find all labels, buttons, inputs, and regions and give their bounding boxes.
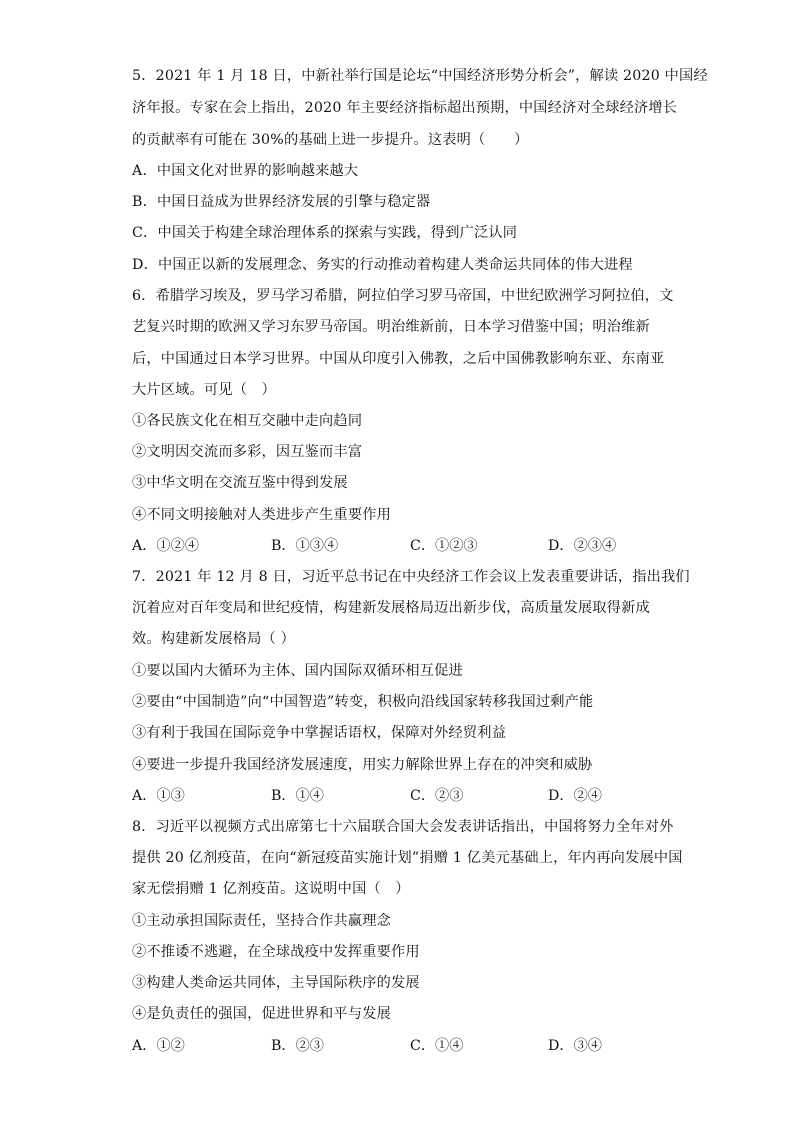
q5-stem-line-1: 5．2021 年 1 月 18 日，中新社举行国是论坛“中国经济形势分析会”，解读 2020 中国经 (132, 68, 708, 84)
q7-stem-line-2: 沉着应对百年变局和世纪疫情，构建新发展格局迈出新步伐，高质量发展取得新成 (132, 600, 650, 616)
q7-statement-2: ②要由“中国制造”向“中国智造”转变，积极向沿线国家转移我国过剩产能 (132, 694, 594, 710)
q8-statement-4: ④是负责任的强国，促进世界和平与发展 (132, 1006, 391, 1022)
q6-stem-line-1: 6．希腊学习埃及，罗马学习希腊，阿拉伯学习罗马帝国，中世纪欧洲学习阿拉伯，文 (132, 288, 674, 304)
q8-choice-c: C．①④ (410, 1038, 464, 1054)
q7-stem-line-1: 7．2021 年 12 月 8 日，习近平总书记在中央经济工作会议上发表重要讲话，指出我们 (132, 569, 690, 585)
q8-statement-1: ①主动承担国际责任，坚持合作共赢理念 (132, 913, 391, 929)
q5-option-d: D．中国正以新的发展理念、务实的行动推动着构建人类命运共同体的伟大进程 (132, 257, 633, 273)
q6-statement-2: ②文明因交流而多彩，因互鉴而丰富 (132, 444, 363, 460)
q7-stem-line-3: 效。构建新发展格局（ ） (132, 631, 295, 647)
q6-stem-line-2: 艺复兴时期的欧洲又学习东罗马帝国。明治维新前，日本学习借鉴中国；明治维新 (132, 319, 650, 335)
q7-choice-a: A．①③ (132, 788, 185, 804)
q7-choice-c: C．②③ (410, 788, 464, 804)
q8-stem-line-1: 8．习近平以视频方式出席第七十六届联合国大会发表讲话指出，中国将努力全年对外 (132, 819, 674, 835)
q5-stem-line-3: 的贡献率有可能在 30%的基础上进一步提升。这表明（ ） (132, 132, 529, 148)
q8-stem-line-2: 提供 20 亿剂疫苗，在向“新冠疫苗实施计划”捐赠 1 亿美元基础上，年内再向发展中国 (132, 850, 683, 866)
q6-choice-d: D．②③④ (548, 538, 617, 554)
q6-statement-4: ④不同文明接触对人类进步产生重要作用 (132, 507, 391, 523)
q7-statement-3: ③有利于我国在国际竞争中掌握话语权，保障对外经贸利益 (132, 725, 507, 741)
q6-statement-3: ③中华文明在交流互鉴中得到发展 (132, 475, 348, 491)
q7-statement-4: ④要进一步提升我国经济发展速度，用实力解除世界上存在的冲突和威胁 (132, 757, 593, 773)
q7-choice-d: D．②④ (548, 788, 602, 804)
q6-choice-a: A．①②④ (132, 538, 199, 554)
q8-stem-line-3: 家无偿捐赠 1 亿剂疫苗。这说明中国（ ） (132, 881, 410, 897)
q5-option-a: A．中国文化对世界的影响越来越大 (132, 163, 359, 179)
q5-option-c: C．中国关于构建全球治理体系的探索与实践，得到广泛认同 (132, 225, 518, 241)
q8-choice-d: D．③④ (548, 1038, 602, 1054)
q6-stem-line-4: 大片区域。可见（ ） (132, 382, 276, 398)
q8-statement-2: ②不推诿不逃避，在全球战疫中发挥重要作用 (132, 944, 420, 960)
q6-choice-b: B．①③④ (271, 538, 339, 554)
q5-option-b: B．中国日益成为世界经济发展的引擎与稳定器 (132, 194, 431, 210)
q6-statement-1: ①各民族文化在相互交融中走向趋同 (132, 413, 363, 429)
q8-choice-b: B．②③ (271, 1038, 324, 1054)
q7-statement-1: ①要以国内大循环为主体、国内国际双循环相互促进 (132, 663, 463, 679)
q8-choice-a: A．①② (132, 1038, 185, 1054)
q7-choice-b: B．①④ (271, 788, 324, 804)
q5-stem-line-2: 济年报。专家在会上指出，2020 年主要经济指标超出预期，中国经济对全球经济增长 (132, 100, 678, 116)
q6-stem-line-3: 后，中国通过日本学习世界。中国从印度引入佛教，之后中国佛教影响东亚、东南亚 (132, 351, 665, 367)
q6-choice-c: C．①②③ (410, 538, 478, 554)
q8-statement-3: ③构建人类命运共同体，主导国际秩序的发展 (132, 975, 420, 991)
